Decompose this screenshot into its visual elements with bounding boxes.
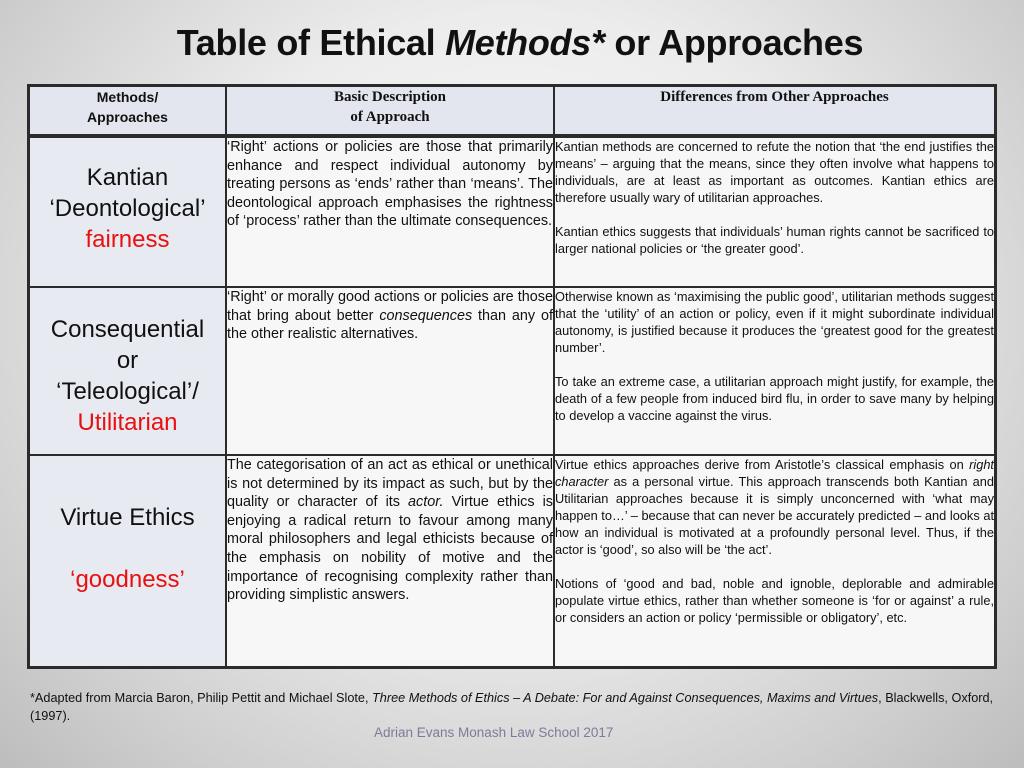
description-cell <box>227 138 555 286</box>
differences-paragraph-2: To take an extreme case, a utilitarian approach might justify, for example, the death of a few people from induced bird flu, in order to save many by helping to develop a vaccine against the virus. <box>555 374 994 423</box>
footnote-text-1: *Adapted from Marcia Baron, Philip Pettit and Michael Slote, <box>30 691 373 705</box>
method-name-line2: or <box>116 347 139 374</box>
differences-text-1: Virtue ethics approaches derive from Aristotle’s classical emphasis on <box>555 457 970 472</box>
header-methods-line2: Approaches <box>87 109 168 125</box>
method-keyword: Utilitarian <box>77 409 178 436</box>
table-row-virtue <box>30 454 994 666</box>
description-text: ‘Right’ actions or policies are those that primarily enhance and respect individual autonomy by treating persons as ‘ends’ rather than ‘means’. The deontological approach emphasises the rightness of ‘process’ rather than the ultimate consequences. <box>227 139 553 230</box>
header-methods <box>30 87 227 138</box>
title-text-2: or Approaches <box>604 22 864 63</box>
method-name-cell <box>30 286 227 454</box>
description-text-italic: actor. <box>408 494 444 511</box>
title-text-italic: Methods* <box>445 22 605 63</box>
header-differences-label: Differences from Other Approaches <box>660 89 889 105</box>
differences-text-2: as a personal virtue. This approach transcends both Kantian and Utilitarian approaches because it is simply unconcerned with ‘what may happen to…’ – because that can never be accurately predicted – and looks at how an individual is motivated at a profoundly personal level. Thus, if the actor is ‘good’, so also will be ‘the act’. <box>555 474 994 557</box>
footnote <box>30 689 1010 725</box>
header-differences <box>555 87 994 138</box>
slide-title <box>0 22 1024 64</box>
method-name-cell <box>30 138 227 286</box>
description-text-2: Virtue ethics is enjoying a radical return to favour among many moral philosophers and legal ethicists because of the emphasis on nobility of motive and the importance of recognising complexity rather than providing simplistic answers. <box>227 494 553 604</box>
description-text-2: than any of the other realistic alternatives. <box>227 307 553 343</box>
table-header-row <box>30 87 994 138</box>
differences-paragraph-1 <box>555 456 994 558</box>
description-text-1: The categorisation of an act as ethical or unethical is not determined by its impact as such, but by the quality or character of its <box>227 457 553 511</box>
differences-cell <box>555 138 994 286</box>
method-keyword: fairness <box>85 226 170 253</box>
footnote-book-title: Three Methods of Ethics – A Debate: For and Against Consequences, Maxims and Virtues <box>372 691 879 705</box>
footnote-text-2: , Blackwells, Oxford, (1997). <box>30 691 994 723</box>
description-text-italic: consequences <box>379 307 473 324</box>
slide-footer: Adrian Evans Monash Law School 2017 <box>374 725 614 740</box>
table-row-kantian <box>30 138 994 286</box>
method-name-line1: Virtue Ethics <box>60 504 195 531</box>
method-name-line2: ‘Deontological’ <box>49 195 206 222</box>
method-name-line1: Kantian <box>86 164 169 191</box>
table-row-consequential <box>30 286 994 454</box>
description-cell <box>227 454 555 666</box>
differences-text-italic: right character <box>555 457 994 489</box>
description-text <box>227 288 553 344</box>
page-number: 10 <box>944 725 960 740</box>
description-text <box>227 456 553 605</box>
header-description-line2: of Approach <box>350 109 430 125</box>
differences-paragraph-1: Kantian methods are concerned to refute the notion that ‘the end justifies the means’ – arguing that the means, since they often involve what happens to individuals, are at least as important as outcomes. Kantian ethics are therefore usually wary of utilitarian approaches. <box>555 139 994 205</box>
method-name-line1: Consequential <box>50 316 205 343</box>
header-description-line1: Basic Description <box>333 89 447 105</box>
ethics-table <box>27 84 997 669</box>
method-keyword: ‘goodness’ <box>70 566 185 593</box>
method-name-line3: ‘Teleological’/ <box>56 378 199 405</box>
description-text-1: ‘Right’ or morally good actions or policies are those that bring about better <box>227 289 553 324</box>
title-text-1: Table of Ethical <box>176 22 446 63</box>
differences-paragraph-1: Otherwise known as ‘maximising the public good’, utilitarian methods suggest that the ‘utility’ of an action or policy, even if it might subordinate individual autonomy, is justified because it produces the ‘greatest good for the greatest number’. <box>555 289 994 355</box>
description-cell <box>227 286 555 454</box>
header-description <box>227 87 555 138</box>
header-methods-line1: Methods/ <box>96 89 159 105</box>
method-name-cell <box>30 454 227 666</box>
differences-paragraph-2: Notions of ‘good and bad, noble and ignoble, deplorable and admirable populate virtue ethics, rather than whether someone is ‘for or against’ a rule, or considers an action or policy ‘permissible or obligatory’, etc. <box>555 576 994 625</box>
differences-paragraph-2: Kantian ethics suggests that individuals’ human rights cannot be sacrificed to larger national policies or ‘the greater good’. <box>555 224 994 256</box>
differences-cell <box>555 454 994 666</box>
differences-cell <box>555 286 994 454</box>
